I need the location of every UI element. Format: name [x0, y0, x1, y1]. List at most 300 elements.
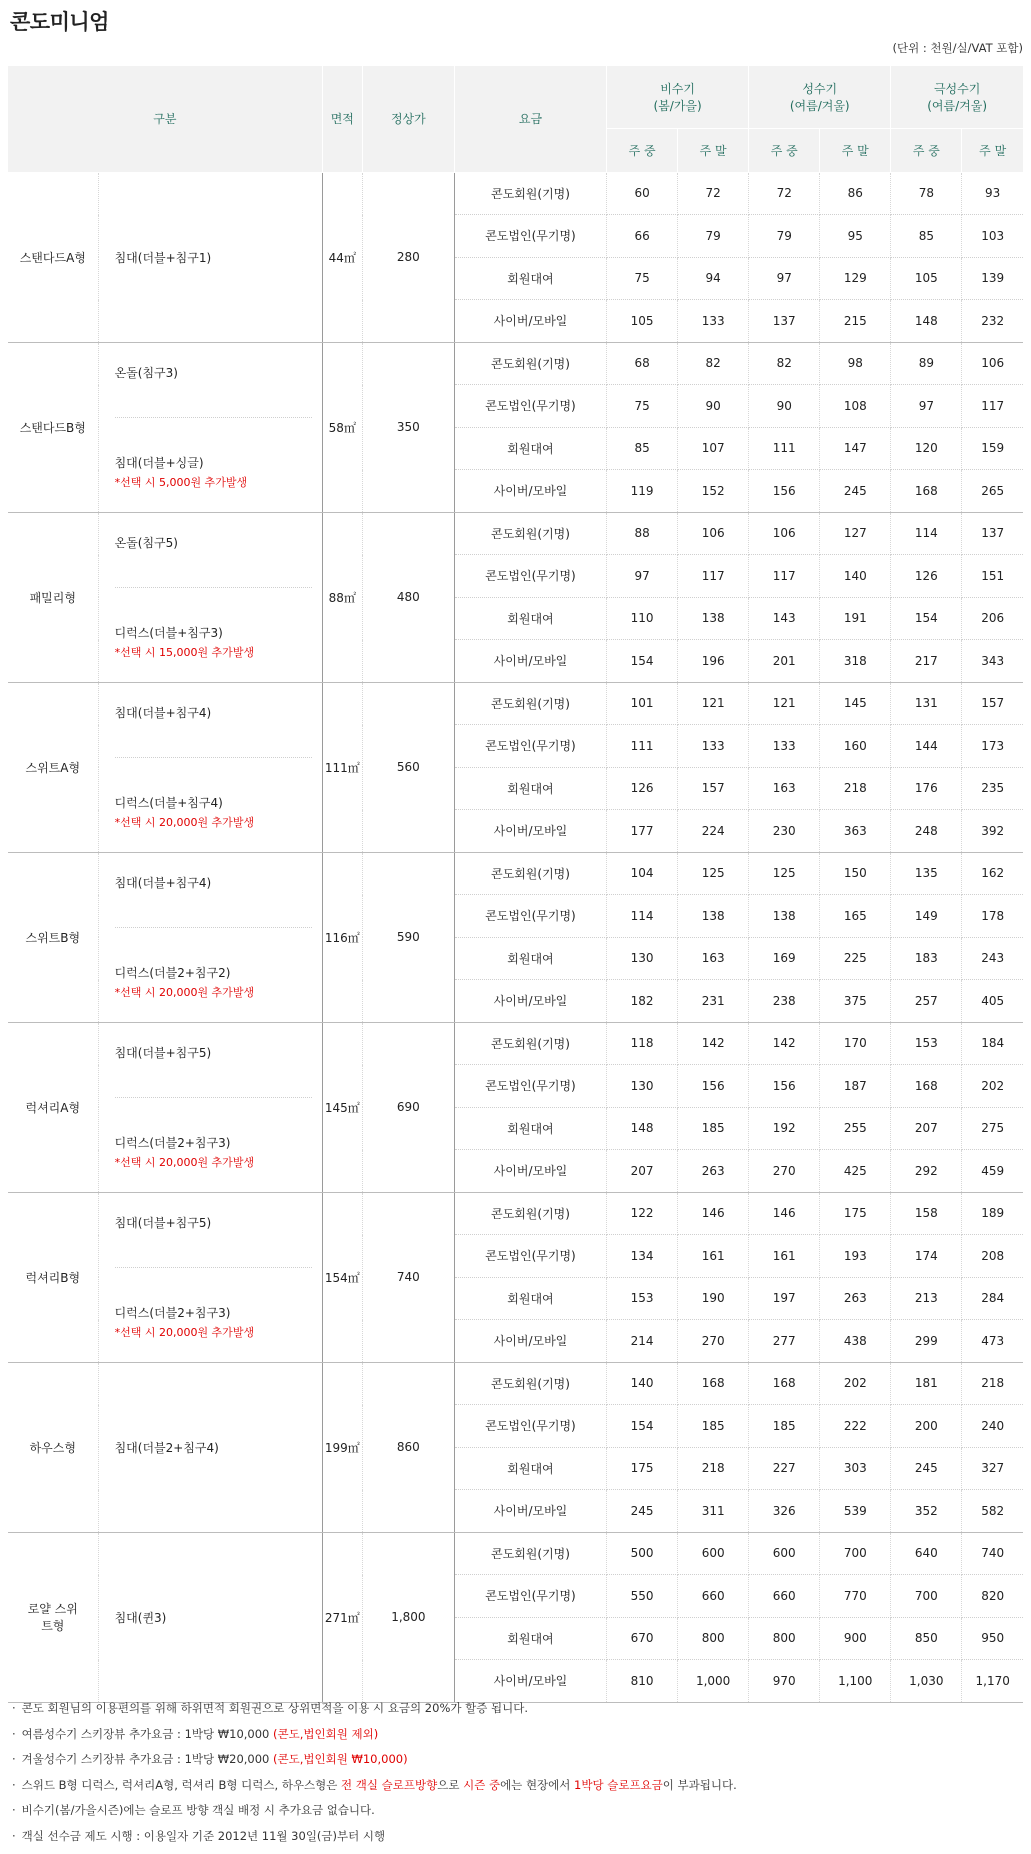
- surcharge-note: *선택 시 20,000원 추가발생: [114, 986, 255, 999]
- rate-cell: 582: [962, 1490, 1023, 1533]
- rate-cell: 138: [678, 597, 749, 640]
- rate-cell: 190: [678, 1277, 749, 1320]
- rate-cell: 107: [678, 427, 749, 470]
- fee-type: 회원대여: [454, 1617, 606, 1660]
- rate-cell: 111: [749, 427, 820, 470]
- rate-cell: 232: [962, 300, 1023, 343]
- rate-cell: 206: [962, 597, 1023, 640]
- fee-type: 회원대여: [454, 937, 606, 980]
- list-price: 740: [362, 1192, 454, 1362]
- note-text: 콘도 회원님의 이용편의를 위해 하위면적 회원권으로 상위면적을 이용 시 요금의 20%가 할증 됩니다.: [21, 1701, 528, 1715]
- rate-cell: 137: [962, 512, 1023, 555]
- rate-cell: 94: [678, 257, 749, 300]
- note-item: [12, 1722, 737, 1748]
- fee-type: 콘도회원(기명): [454, 172, 606, 215]
- rate-cell: 255: [820, 1107, 891, 1150]
- list-price: 690: [362, 1022, 454, 1192]
- rate-cell: 154: [891, 597, 962, 640]
- bed-option-label: 침대(더블2+침구4): [114, 1440, 219, 1455]
- header-season-off: 비수기 (봄/가을): [607, 66, 749, 128]
- table-row: [8, 852, 1023, 895]
- rate-cell: 265: [962, 470, 1023, 513]
- note-text: 스위드 B형 디럭스, 럭셔리A형, 럭셔리 B형 디럭스, 하우스형은: [21, 1777, 342, 1792]
- rate-cell: 800: [678, 1617, 749, 1660]
- surcharge-note: *선택 시 15,000원 추가발생: [114, 646, 255, 659]
- rate-cell: 151: [962, 555, 1023, 598]
- rate-cell: 181: [891, 1362, 962, 1405]
- rate-cell: 147: [820, 427, 891, 470]
- rate-cell: 169: [749, 937, 820, 980]
- rate-cell: 97: [891, 385, 962, 428]
- rate-cell: 60: [607, 172, 678, 215]
- room-type: 럭셔리B형: [8, 1192, 98, 1362]
- note-text: 겨울성수기 스키장뷰 추가요금 : 1박당 ₩20,000: [21, 1752, 274, 1766]
- rate-cell: 218: [820, 767, 891, 810]
- room-type: 로얄 스위트형: [8, 1532, 98, 1702]
- rate-cell: 72: [749, 172, 820, 215]
- fee-type: 콘도회원(기명): [454, 512, 606, 555]
- fee-type: 콘도법인(무기명): [454, 555, 606, 598]
- rate-cell: 215: [820, 300, 891, 343]
- bed-option-label: 침대(더블+침구1): [114, 250, 212, 265]
- rate-cell: 660: [749, 1575, 820, 1618]
- room-area: 116㎡: [322, 852, 362, 1022]
- rate-cell: 640: [891, 1532, 962, 1575]
- rate-cell: 126: [607, 767, 678, 810]
- fee-type: 사이버/모바일: [454, 1150, 606, 1193]
- room-type: 럭셔리A형: [8, 1022, 98, 1192]
- rate-cell: 148: [607, 1107, 678, 1150]
- rate-cell: 150: [820, 852, 891, 895]
- rate-cell: 138: [678, 895, 749, 938]
- fee-type: 콘도회원(기명): [454, 1192, 606, 1235]
- rate-cell: 500: [607, 1532, 678, 1575]
- fee-type: 콘도법인(무기명): [454, 385, 606, 428]
- rate-cell: 326: [749, 1490, 820, 1533]
- rate-cell: 104: [607, 852, 678, 895]
- fee-type: 콘도법인(무기명): [454, 1405, 606, 1448]
- rate-cell: 120: [891, 427, 962, 470]
- rate-cell: 218: [678, 1447, 749, 1490]
- rate-cell: 248: [891, 810, 962, 853]
- rate-cell: 90: [678, 385, 749, 428]
- rate-cell: 85: [607, 427, 678, 470]
- room-area: 154㎡: [322, 1192, 362, 1362]
- rate-cell: 202: [820, 1362, 891, 1405]
- rate-cell: 133: [678, 725, 749, 768]
- fee-type: 사이버/모바일: [454, 980, 606, 1023]
- rate-cell: 157: [962, 682, 1023, 725]
- price-table-body: [8, 172, 1023, 1702]
- rate-cell: 79: [678, 215, 749, 258]
- surcharge-note: *선택 시 20,000원 추가발생: [114, 816, 255, 829]
- rate-cell: 137: [749, 300, 820, 343]
- rate-cell: 175: [607, 1447, 678, 1490]
- bed-options: [98, 1192, 322, 1362]
- rate-cell: 156: [749, 470, 820, 513]
- notes-list: [12, 1696, 737, 1849]
- list-price: 280: [362, 172, 454, 342]
- rate-cell: 670: [607, 1617, 678, 1660]
- table-row: [8, 1022, 1023, 1065]
- fee-type: 회원대여: [454, 1107, 606, 1150]
- rate-cell: 900: [820, 1617, 891, 1660]
- list-price: 1,800: [362, 1532, 454, 1702]
- rate-cell: 121: [749, 682, 820, 725]
- room-type: 스위트B형: [8, 852, 98, 1022]
- rate-cell: 185: [678, 1107, 749, 1150]
- room-area: 111㎡: [322, 682, 362, 852]
- rate-cell: 201: [749, 640, 820, 683]
- rate-cell: 200: [891, 1405, 962, 1448]
- rate-cell: 85: [891, 215, 962, 258]
- rate-cell: 352: [891, 1490, 962, 1533]
- header-area: 면적: [322, 66, 362, 172]
- bed-options: [98, 342, 322, 512]
- rate-cell: 142: [678, 1022, 749, 1065]
- rate-cell: 154: [607, 640, 678, 683]
- rate-cell: 213: [891, 1277, 962, 1320]
- fee-type: 사이버/모바일: [454, 1320, 606, 1363]
- rate-cell: 156: [749, 1065, 820, 1108]
- rate-cell: 770: [820, 1575, 891, 1618]
- rate-cell: 159: [962, 427, 1023, 470]
- bed-option-label: 온돌(침구3): [114, 366, 178, 380]
- rate-cell: 79: [749, 215, 820, 258]
- rate-cell: 121: [678, 682, 749, 725]
- header-season-top: 극성수기 (여름/겨울): [891, 66, 1023, 128]
- rate-cell: 131: [891, 682, 962, 725]
- rate-cell: 191: [820, 597, 891, 640]
- fee-type: 콘도법인(무기명): [454, 725, 606, 768]
- note-item: [12, 1747, 737, 1773]
- rate-cell: 117: [962, 385, 1023, 428]
- rate-cell: 207: [607, 1150, 678, 1193]
- rate-cell: 740: [962, 1532, 1023, 1575]
- fee-type: 사이버/모바일: [454, 300, 606, 343]
- rate-cell: 163: [749, 767, 820, 810]
- table-row: [8, 1362, 1023, 1405]
- room-area: 199㎡: [322, 1362, 362, 1532]
- surcharge-note: *선택 시 20,000원 추가발생: [114, 1156, 255, 1169]
- header-fee: 요금: [454, 66, 606, 172]
- rate-cell: 142: [749, 1022, 820, 1065]
- rate-cell: 153: [607, 1277, 678, 1320]
- rate-cell: 270: [749, 1150, 820, 1193]
- rate-cell: 133: [678, 300, 749, 343]
- rate-cell: 1,000: [678, 1660, 749, 1703]
- rate-cell: 97: [749, 257, 820, 300]
- fee-type: 콘도회원(기명): [454, 342, 606, 385]
- rate-cell: 175: [820, 1192, 891, 1235]
- rate-cell: 130: [607, 937, 678, 980]
- note-highlight: (콘도,법인회원 ₩10,000): [273, 1752, 408, 1766]
- rate-cell: 230: [749, 810, 820, 853]
- bed-options: [98, 1362, 322, 1532]
- table-row: [8, 342, 1023, 385]
- rate-cell: 88: [607, 512, 678, 555]
- list-price: 860: [362, 1362, 454, 1532]
- rate-cell: 177: [607, 810, 678, 853]
- header-weekend: 주 말: [678, 128, 749, 172]
- bed-option-label: 디럭스(더블2+침구3): [114, 1306, 231, 1320]
- header-weekend: 주 말: [962, 128, 1023, 172]
- table-row: [8, 682, 1023, 725]
- rate-cell: 105: [891, 257, 962, 300]
- room-type: 하우스형: [8, 1362, 98, 1532]
- note-item: [12, 1696, 737, 1722]
- rate-cell: 146: [749, 1192, 820, 1235]
- rate-cell: 138: [749, 895, 820, 938]
- rate-cell: 75: [607, 257, 678, 300]
- rate-cell: 208: [962, 1235, 1023, 1278]
- rate-cell: 700: [891, 1575, 962, 1618]
- note-item: [12, 1824, 737, 1850]
- rate-cell: 90: [749, 385, 820, 428]
- header-weekend: 주 말: [820, 128, 891, 172]
- rate-cell: 72: [678, 172, 749, 215]
- rate-cell: 539: [820, 1490, 891, 1533]
- rate-cell: 108: [820, 385, 891, 428]
- rate-cell: 292: [891, 1150, 962, 1193]
- note-text: 에는 현장에서: [500, 1777, 575, 1792]
- rate-cell: 144: [891, 725, 962, 768]
- bed-option-label: 디럭스(더블+침구4): [114, 796, 223, 810]
- rate-cell: 238: [749, 980, 820, 1023]
- note-item: [12, 1798, 737, 1824]
- room-area: 44㎡: [322, 172, 362, 342]
- rate-cell: 149: [891, 895, 962, 938]
- rate-cell: 1,170: [962, 1660, 1023, 1703]
- bed-option-label: 디럭스(더블+침구3): [114, 626, 223, 640]
- rate-cell: 140: [820, 555, 891, 598]
- fee-type: 사이버/모바일: [454, 470, 606, 513]
- rate-cell: 187: [820, 1065, 891, 1108]
- rate-cell: 197: [749, 1277, 820, 1320]
- note-text: 1박당 슬로프요금: [574, 1777, 663, 1792]
- rate-cell: 66: [607, 215, 678, 258]
- rate-cell: 68: [607, 342, 678, 385]
- rate-cell: 160: [820, 725, 891, 768]
- fee-type: 사이버/모바일: [454, 1490, 606, 1533]
- rate-cell: 850: [891, 1617, 962, 1660]
- rate-cell: 240: [962, 1405, 1023, 1448]
- note-text: 객실 선수금 제도 시행 : 이용일자 기준 2012년 11월 30일(금)부터 시행: [21, 1828, 386, 1843]
- rate-cell: 163: [678, 937, 749, 980]
- fee-type: 사이버/모바일: [454, 640, 606, 683]
- rate-cell: 168: [891, 470, 962, 513]
- rate-cell: 86: [820, 172, 891, 215]
- rate-cell: 185: [678, 1405, 749, 1448]
- rate-cell: 157: [678, 767, 749, 810]
- rate-cell: 106: [962, 342, 1023, 385]
- room-type: 스위트A형: [8, 682, 98, 852]
- fee-type: 콘도회원(기명): [454, 1362, 606, 1405]
- rate-cell: 207: [891, 1107, 962, 1150]
- rate-cell: 143: [749, 597, 820, 640]
- rate-cell: 89: [891, 342, 962, 385]
- rate-cell: 152: [678, 470, 749, 513]
- rate-cell: 106: [678, 512, 749, 555]
- list-price: 350: [362, 342, 454, 512]
- rate-cell: 78: [891, 172, 962, 215]
- rate-cell: 185: [749, 1405, 820, 1448]
- bed-option-label: 온돌(침구5): [114, 536, 178, 550]
- rate-cell: 161: [678, 1235, 749, 1278]
- note-text: 전 객실 슬로프방향: [341, 1777, 438, 1792]
- rate-cell: 103: [962, 215, 1023, 258]
- rate-cell: 820: [962, 1575, 1023, 1618]
- fee-type: 콘도법인(무기명): [454, 895, 606, 938]
- rate-cell: 311: [678, 1490, 749, 1533]
- rate-cell: 125: [678, 852, 749, 895]
- rate-cell: 405: [962, 980, 1023, 1023]
- bed-options: [98, 1532, 322, 1702]
- rate-cell: 303: [820, 1447, 891, 1490]
- rate-cell: 392: [962, 810, 1023, 853]
- table-row: [8, 1532, 1023, 1575]
- rate-cell: 165: [820, 895, 891, 938]
- rate-cell: 275: [962, 1107, 1023, 1150]
- rate-cell: 118: [607, 1022, 678, 1065]
- rate-cell: 425: [820, 1150, 891, 1193]
- price-table: [8, 66, 1023, 1703]
- fee-type: 콘도회원(기명): [454, 682, 606, 725]
- rate-cell: 810: [607, 1660, 678, 1703]
- bed-option-label: 침대(더블+싱글): [114, 456, 204, 470]
- rate-cell: 117: [749, 555, 820, 598]
- fee-type: 회원대여: [454, 1447, 606, 1490]
- fee-type: 콘도법인(무기명): [454, 1065, 606, 1108]
- rate-cell: 127: [820, 512, 891, 555]
- rate-cell: 196: [678, 640, 749, 683]
- fee-type: 회원대여: [454, 1277, 606, 1320]
- rate-cell: 184: [962, 1022, 1023, 1065]
- rate-cell: 363: [820, 810, 891, 853]
- rate-cell: 148: [891, 300, 962, 343]
- rate-cell: 970: [749, 1660, 820, 1703]
- rate-cell: 114: [891, 512, 962, 555]
- rate-cell: 168: [678, 1362, 749, 1405]
- surcharge-note: *선택 시 5,000원 추가발생: [114, 476, 248, 489]
- bed-option-label: 침대(더블+침구4): [114, 876, 212, 890]
- rate-cell: 299: [891, 1320, 962, 1363]
- rate-cell: 1,100: [820, 1660, 891, 1703]
- rate-cell: 270: [678, 1320, 749, 1363]
- rate-cell: 129: [820, 257, 891, 300]
- rate-cell: 600: [749, 1532, 820, 1575]
- header-season-peak: 성수기 (여름/겨울): [749, 66, 891, 128]
- fee-type: 콘도회원(기명): [454, 1022, 606, 1065]
- rate-cell: 133: [749, 725, 820, 768]
- header-weekday: 주 중: [749, 128, 820, 172]
- bed-option-label: 디럭스(더블2+침구2): [114, 966, 231, 980]
- bed-option-label: 침대(더블+침구5): [114, 1046, 212, 1060]
- rate-cell: 950: [962, 1617, 1023, 1660]
- room-area: 145㎡: [322, 1022, 362, 1192]
- rate-cell: 125: [749, 852, 820, 895]
- rate-cell: 550: [607, 1575, 678, 1618]
- rate-cell: 182: [607, 980, 678, 1023]
- rate-cell: 227: [749, 1447, 820, 1490]
- rate-cell: 438: [820, 1320, 891, 1363]
- bed-options: [98, 512, 322, 682]
- fee-type: 콘도법인(무기명): [454, 215, 606, 258]
- rate-cell: 225: [820, 937, 891, 980]
- bed-options: [98, 1022, 322, 1192]
- page-title: 콘도미니엄: [10, 10, 109, 34]
- rate-cell: 235: [962, 767, 1023, 810]
- rate-cell: 1,030: [891, 1660, 962, 1703]
- note-item: [12, 1773, 737, 1799]
- note-text: 시즌 중: [463, 1777, 501, 1792]
- rate-cell: 153: [891, 1022, 962, 1065]
- rate-cell: 97: [607, 555, 678, 598]
- rate-cell: 257: [891, 980, 962, 1023]
- fee-type: 회원대여: [454, 257, 606, 300]
- room-area: 88㎡: [322, 512, 362, 682]
- rate-cell: 245: [891, 1447, 962, 1490]
- rate-cell: 154: [607, 1405, 678, 1448]
- rate-cell: 98: [820, 342, 891, 385]
- rate-cell: 75: [607, 385, 678, 428]
- rate-cell: 243: [962, 937, 1023, 980]
- rate-cell: 263: [678, 1150, 749, 1193]
- rate-cell: 101: [607, 682, 678, 725]
- rate-cell: 139: [962, 257, 1023, 300]
- rate-cell: 130: [607, 1065, 678, 1108]
- rate-cell: 168: [749, 1362, 820, 1405]
- rate-cell: 193: [820, 1235, 891, 1278]
- rate-cell: 202: [962, 1065, 1023, 1108]
- rate-cell: 140: [607, 1362, 678, 1405]
- rate-cell: 170: [820, 1022, 891, 1065]
- list-price: 480: [362, 512, 454, 682]
- rate-cell: 800: [749, 1617, 820, 1660]
- room-area: 271㎡: [322, 1532, 362, 1702]
- fee-type: 콘도회원(기명): [454, 1532, 606, 1575]
- note-highlight: (콘도,법인회원 제외): [273, 1726, 379, 1741]
- rate-cell: 110: [607, 597, 678, 640]
- rate-cell: 117: [678, 555, 749, 598]
- rate-cell: 222: [820, 1405, 891, 1448]
- rate-cell: 176: [891, 767, 962, 810]
- rate-cell: 214: [607, 1320, 678, 1363]
- rate-cell: 189: [962, 1192, 1023, 1235]
- rate-cell: 114: [607, 895, 678, 938]
- rate-cell: 327: [962, 1447, 1023, 1490]
- rate-cell: 277: [749, 1320, 820, 1363]
- rate-cell: 284: [962, 1277, 1023, 1320]
- rate-cell: 95: [820, 215, 891, 258]
- rate-cell: 162: [962, 852, 1023, 895]
- surcharge-note: *선택 시 20,000원 추가발생: [114, 1326, 255, 1339]
- rate-cell: 161: [749, 1235, 820, 1278]
- rate-cell: 178: [962, 895, 1023, 938]
- header-weekday: 주 중: [891, 128, 962, 172]
- rate-cell: 700: [820, 1532, 891, 1575]
- rate-cell: 168: [891, 1065, 962, 1108]
- rate-cell: 106: [749, 512, 820, 555]
- rate-cell: 135: [891, 852, 962, 895]
- room-type: 스탠다드A형: [8, 172, 98, 342]
- rate-cell: 192: [749, 1107, 820, 1150]
- rate-cell: 126: [891, 555, 962, 598]
- bed-options: [98, 682, 322, 852]
- rate-cell: 231: [678, 980, 749, 1023]
- rate-cell: 459: [962, 1150, 1023, 1193]
- rate-cell: 158: [891, 1192, 962, 1235]
